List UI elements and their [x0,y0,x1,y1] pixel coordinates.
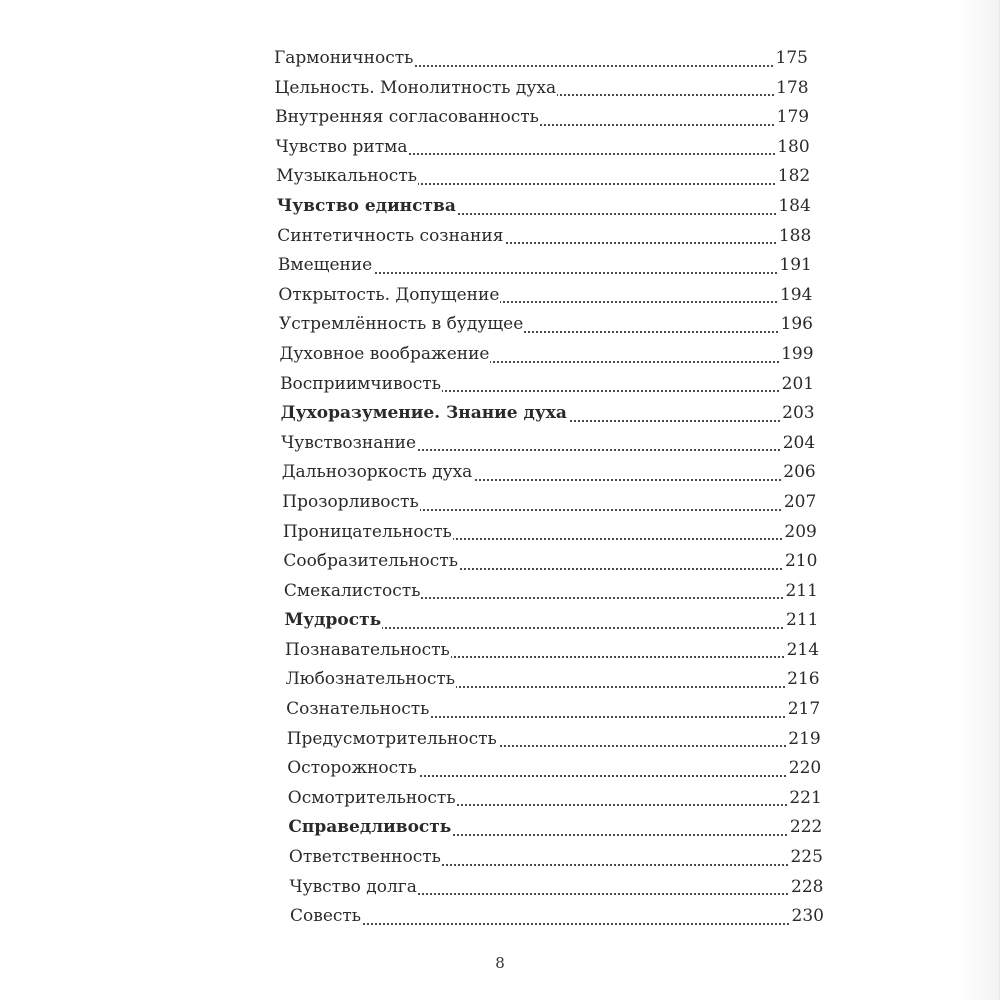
toc-entry-title: Вмещение [278,251,373,281]
toc-entry [0,518,1000,548]
toc-entry-page: 211 [783,577,817,607]
toc-entry [0,813,1000,843]
toc-entry [0,873,1000,903]
toc-entry-title: Совесть [290,902,362,932]
toc-entry-page: 214 [785,636,819,666]
toc-entry-title: Мудрость [284,606,382,636]
toc-entry-page: 216 [785,665,819,695]
toc-entry [0,399,1000,429]
toc-entry-title: Проницательность [283,518,453,548]
toc-entry-title: Дальнозоркость духа [282,458,474,488]
toc-entry [0,192,1000,222]
toc-entry [0,222,1000,252]
toc-entry-page: 221 [787,784,821,814]
toc-entry-title: Духовное воображение [280,340,491,370]
toc-entry-page: 196 [779,310,813,340]
toc-entry-page: 201 [780,370,814,400]
toc-entry [0,695,1000,725]
toc-entry [0,74,1000,104]
toc-entry-page: 207 [782,488,816,518]
toc-entry-page: 179 [775,103,809,133]
toc-entry [0,133,1000,163]
toc-entry-title: Ответственность [289,843,442,873]
toc-entry [0,754,1000,784]
toc-entry-page: 211 [784,606,818,636]
toc-entry [0,281,1000,311]
toc-entry-page: 194 [778,281,812,311]
toc-entry-page: 204 [781,429,815,459]
toc-entry-page: 203 [780,399,814,429]
toc-entry-title: Цельность. Монолитность духа [275,74,558,104]
toc-entry-page: 228 [789,873,823,903]
toc-entry-title: Смекалистость [284,577,422,607]
toc-entry-title: Сообразительность [283,547,459,577]
toc-entry-page: 209 [782,518,816,548]
toc-entry-page: 222 [788,813,822,843]
toc-entry-title: Внутренняя согласованность [275,103,540,133]
toc-entry-page: 180 [775,133,809,163]
table-of-contents [0,44,1000,932]
toc-entry-title: Чувство единства [277,192,457,222]
toc-entry-title: Прозорливость [282,488,419,518]
toc-entry-page: 191 [777,251,811,281]
toc-entry [0,162,1000,192]
page-number: 8 [495,954,505,972]
toc-entry-page: 175 [774,44,808,74]
toc-entry-title: Справедливость [288,813,452,843]
toc-entry-title: Осмотрительность [288,784,457,814]
toc-entry-title: Музыкальность [276,162,418,192]
toc-entry [0,784,1000,814]
toc-entry [0,103,1000,133]
toc-entry-title: Гармоничность [274,44,414,74]
toc-entry-title: Сознательность [286,695,430,725]
toc-entry [0,577,1000,607]
toc-entry [0,488,1000,518]
toc-entry [0,547,1000,577]
toc-entry-page: 210 [783,547,817,577]
toc-entry-page: 217 [786,695,820,725]
toc-entry-page: 219 [786,725,820,755]
toc-entry-page: 188 [777,222,811,252]
toc-entry [0,370,1000,400]
toc-entry-title: Открытость. Допущение [278,281,500,311]
toc-entry-page: 220 [787,754,821,784]
toc-entry-page: 182 [776,162,810,192]
toc-entry [0,665,1000,695]
toc-entry-title: Восприимчивость [280,370,442,400]
toc-entry-title: Любознательность [286,665,456,695]
toc-entry [0,636,1000,666]
toc-entry-page: 225 [788,843,822,873]
toc-entry [0,44,1000,74]
toc-entry-page: 206 [781,458,815,488]
toc-entry [0,458,1000,488]
toc-entry-title: Синтетичность сознания [277,222,504,252]
toc-entry [0,429,1000,459]
toc-entry [0,606,1000,636]
toc-entry-title: Познавательность [285,636,451,666]
toc-entry-title: Предусмотрительность [287,725,498,755]
toc-dot-leader [300,921,789,925]
toc-entry [0,251,1000,281]
toc-entry [0,310,1000,340]
toc-entry [0,340,1000,370]
toc-entry [0,902,1000,932]
toc-entry-title: Чувство ритма [276,133,409,163]
toc-entry-page: 199 [779,340,813,370]
toc-entry-title: Чувство долга [289,873,417,903]
toc-entry [0,725,1000,755]
toc-entry-title: Устремлённость в будущее [279,310,524,340]
toc-entry-title: Духоразумение. Знание духа [281,399,568,429]
toc-entry-page: 184 [776,192,810,222]
toc-entry-title: Осторожность [287,754,418,784]
toc-entry-page: 230 [790,902,824,932]
toc-entry-title: Чувствознание [281,429,417,459]
toc-entry-page: 178 [774,74,808,104]
toc-entry [0,843,1000,873]
